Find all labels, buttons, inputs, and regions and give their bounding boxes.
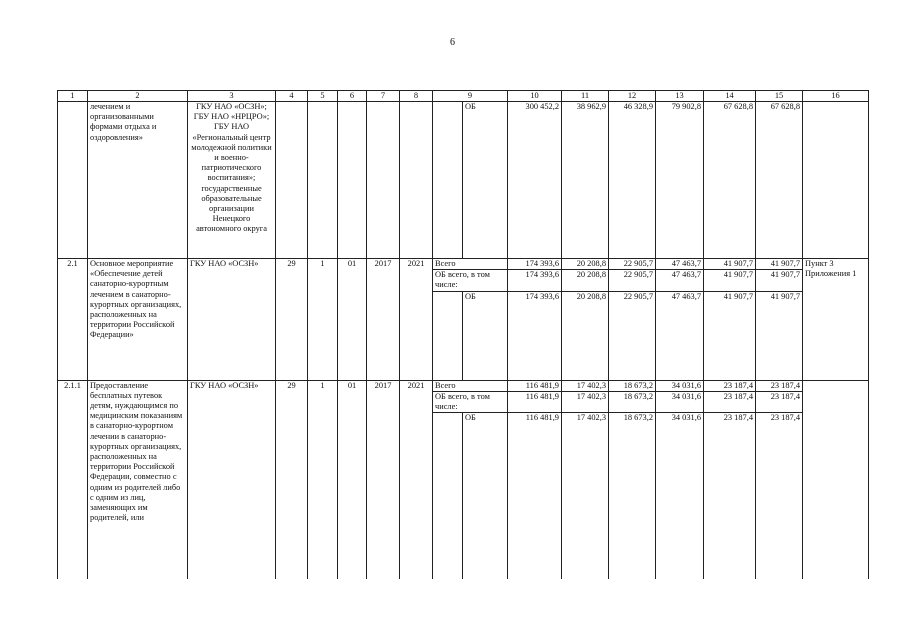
header-cell: 9: [433, 91, 508, 102]
value-cell: 17 402,3: [562, 413, 609, 579]
fund-label: ОБ всего, в том числе:: [433, 391, 508, 412]
code-cell: 29: [276, 380, 308, 579]
measure-name: Основное мероприятие «Обеспечение детей санаторно-курортным лечением в санаторно-курортных организациях, расположенных на территории Российской Федерации»: [88, 259, 188, 381]
code-cell: 01: [338, 380, 367, 579]
start-year: 2017: [367, 380, 400, 579]
header-cell: 12: [609, 91, 656, 102]
page-number: 6: [450, 37, 455, 48]
code-cell: 01: [338, 259, 367, 381]
fund-label: ОБ: [463, 102, 508, 259]
fund-label: ОБ: [463, 413, 508, 579]
note-cell: Пункт 3 Приложения 1: [803, 259, 869, 381]
value-cell: 116 481,9: [508, 380, 562, 391]
value-cell: 20 208,8: [562, 291, 609, 380]
header-cell: 11: [562, 91, 609, 102]
fund-label: Всего: [433, 380, 508, 391]
measure-name: лечением и организованными формами отдыха и оздоровления»: [88, 102, 188, 259]
value-cell: 67 628,8: [704, 102, 756, 259]
table-row: [58, 259, 869, 270]
value-cell: 23 187,4: [756, 380, 803, 391]
value-cell: 41 907,7: [756, 270, 803, 291]
value-cell: 174 393,6: [508, 291, 562, 380]
value-cell: 174 393,6: [508, 259, 562, 270]
value-cell: 47 463,7: [656, 259, 704, 270]
executor-cell: ГКУ НАО «ОСЗН»: [188, 380, 276, 579]
value-cell: 41 907,7: [704, 270, 756, 291]
code-cell: 29: [276, 259, 308, 381]
header-cell: 3: [188, 91, 276, 102]
code-cell: 1: [308, 259, 338, 381]
value-cell: 22 905,7: [609, 259, 656, 270]
value-cell: 17 402,3: [562, 391, 609, 412]
executor-cell: ГКУ НАО «ОСЗН»; ГБУ НАО «НРЦРО»; ГБУ НАО «Региональный центр молодежной политики и военно-патриотического воспитания»; государственные образовательные организации Ненецкого автономного округа: [188, 102, 276, 259]
value-cell: 34 031,6: [656, 413, 704, 579]
value-cell: 34 031,6: [656, 391, 704, 412]
fund-label: Всего: [433, 259, 508, 270]
value-cell: 17 402,3: [562, 380, 609, 391]
value-cell: 34 031,6: [656, 380, 704, 391]
value-cell: 18 673,2: [609, 380, 656, 391]
end-year: 2021: [400, 380, 433, 579]
value-cell: 79 902,8: [656, 102, 704, 259]
value-cell: 23 187,4: [756, 391, 803, 412]
value-cell: 23 187,4: [704, 413, 756, 579]
value-cell: 22 905,7: [609, 291, 656, 380]
start-year: 2017: [367, 259, 400, 381]
header-cell: 16: [803, 91, 869, 102]
value-cell: 67 628,8: [756, 102, 803, 259]
code-cell: 1: [308, 380, 338, 579]
value-cell: 20 208,8: [562, 270, 609, 291]
header-cell: 2: [88, 91, 188, 102]
header-cell: 13: [656, 91, 704, 102]
table-row: [58, 380, 869, 391]
header-cell: 5: [308, 91, 338, 102]
row-number: 2.1.1: [58, 380, 88, 579]
value-cell: 38 962,9: [562, 102, 609, 259]
value-cell: 174 393,6: [508, 270, 562, 291]
header-cell: 7: [367, 91, 400, 102]
value-cell: 116 481,9: [508, 413, 562, 579]
value-cell: 47 463,7: [656, 270, 704, 291]
value-cell: 41 907,7: [704, 259, 756, 270]
value-cell: 18 673,2: [609, 391, 656, 412]
header-cell: 15: [756, 91, 803, 102]
header-cell: 6: [338, 91, 367, 102]
table-row: [58, 102, 869, 259]
value-cell: 23 187,4: [704, 380, 756, 391]
measure-name: Предоставление бесплатных путевок детям, нуждающимся по медицинским показаниям в санаторно-курортном лечении в санаторно-курортных организациях, расположенных на территории Российской Федерации, совместно с одним из родителей либо с одним из лиц, заменяющих им родителей, или: [88, 380, 188, 579]
value-cell: 22 905,7: [609, 270, 656, 291]
end-year: 2021: [400, 259, 433, 381]
executor-cell: ГКУ НАО «ОСЗН»: [188, 259, 276, 381]
header-cell: 10: [508, 91, 562, 102]
value-cell: 18 673,2: [609, 413, 656, 579]
value-cell: 47 463,7: [656, 291, 704, 380]
header-cell: 1: [58, 91, 88, 102]
header-cell: 14: [704, 91, 756, 102]
value-cell: 23 187,4: [704, 391, 756, 412]
header-row: [58, 91, 869, 102]
program-table: [57, 90, 869, 579]
value-cell: 116 481,9: [508, 391, 562, 412]
value-cell: 41 907,7: [704, 291, 756, 380]
value-cell: 23 187,4: [756, 413, 803, 579]
value-cell: 46 328,9: [609, 102, 656, 259]
value-cell: 300 452,2: [508, 102, 562, 259]
fund-label: ОБ всего, в том числе:: [433, 270, 508, 291]
header-cell: 8: [400, 91, 433, 102]
header-cell: 4: [276, 91, 308, 102]
fund-label: ОБ: [463, 291, 508, 380]
value-cell: 20 208,8: [562, 259, 609, 270]
value-cell: 41 907,7: [756, 291, 803, 380]
value-cell: 41 907,7: [756, 259, 803, 270]
row-number: 2.1: [58, 259, 88, 381]
